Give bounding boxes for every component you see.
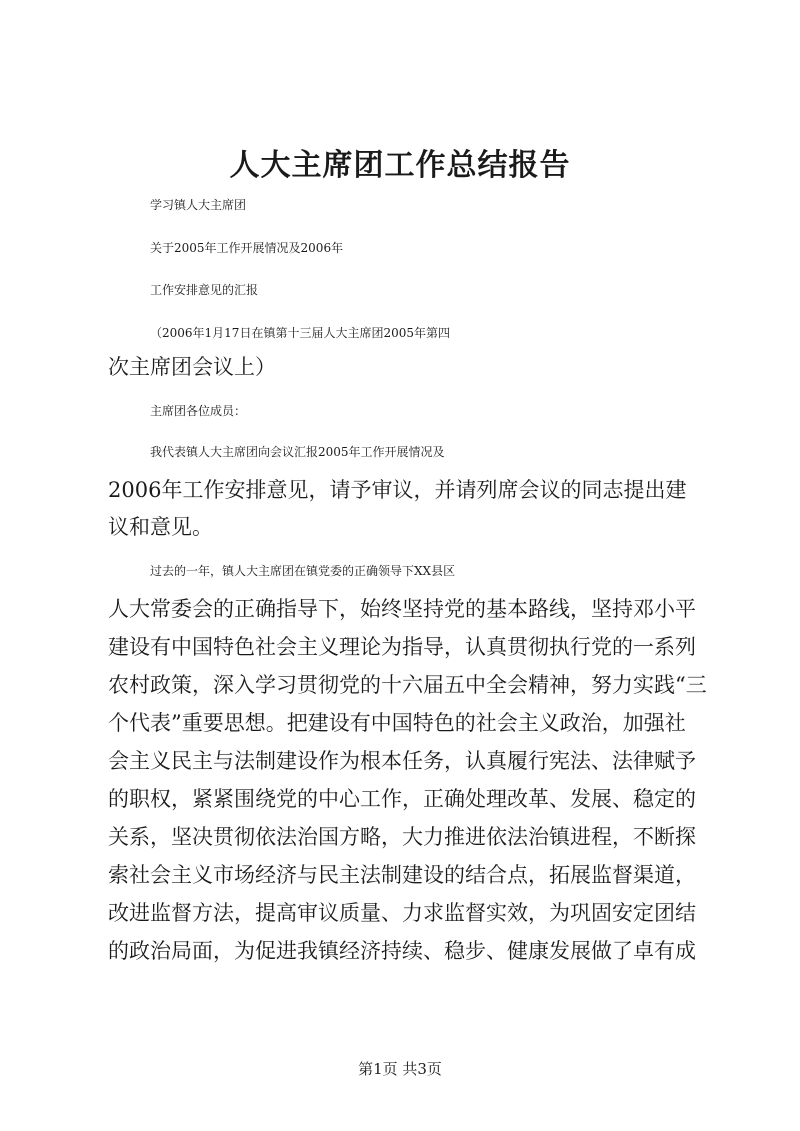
- subtitle-line-3: 工作安排意见的汇报: [150, 283, 259, 297]
- paragraph-line: 关系，坚决贯彻依法治国方略，大力推进依法治镇进程，不断探: [108, 825, 696, 849]
- paragraph-line: 会主义民主与法制建设作为根本任务，认真履行宪法、法律赋予: [108, 749, 696, 773]
- page-title: 人大主席团工作总结报告: [229, 148, 571, 183]
- date-note-line-1: （2006年1月17日在镇第十三届人大主席团2005年第四: [150, 326, 450, 340]
- paragraph-line: 我代表镇人大主席团向会议汇报2005年工作开展情况及: [150, 445, 445, 459]
- paragraph-line: 人大常委会的正确指导下，始终坚持党的基本路线，坚持邓小平: [108, 597, 696, 621]
- paragraph-line: 农村政策，深入学习贯彻党的十六届五中全会精神，努力实践“三: [108, 673, 707, 697]
- paragraph-line: 2006年工作安排意见，请予审议，并请列席会议的同志提出建: [108, 478, 687, 502]
- paragraph-line: 的职权，紧紧围绕党的中心工作，正确处理改革、发展、稳定的: [108, 787, 696, 811]
- paragraph-line: 的政治局面，为促进我镇经济持续、稳步、健康发展做了卓有成: [108, 939, 696, 963]
- paragraph-line: 议和意见。: [108, 515, 213, 539]
- date-note-line-2: 次主席团会议上）: [108, 355, 276, 379]
- paragraph-line: 个代表”重要思想。把建设有中国特色的社会主义政治，加强社: [108, 711, 686, 735]
- paragraph-line: 建设有中国特色社会主义理论为指导，认真贯彻执行党的一系列: [108, 635, 696, 659]
- paragraph-line: 索社会主义市场经济与民主法制建设的结合点，拓展监督渠道，: [108, 863, 696, 887]
- paragraph-line: 改进监督方法，提高审议质量、力求监督实效，为巩固安定团结: [108, 901, 696, 925]
- salutation: 主席团各位成员：: [150, 404, 247, 418]
- page-number-footer: 第1页 共3页: [358, 1060, 442, 1078]
- paragraph-line: 过去的一年，镇人大主席团在镇党委的正确领导下XX县区: [150, 564, 456, 578]
- subtitle-line-2: 关于2005年工作开展情况及2006年: [150, 241, 344, 255]
- subtitle-line-1: 学习镇人大主席团: [150, 198, 247, 212]
